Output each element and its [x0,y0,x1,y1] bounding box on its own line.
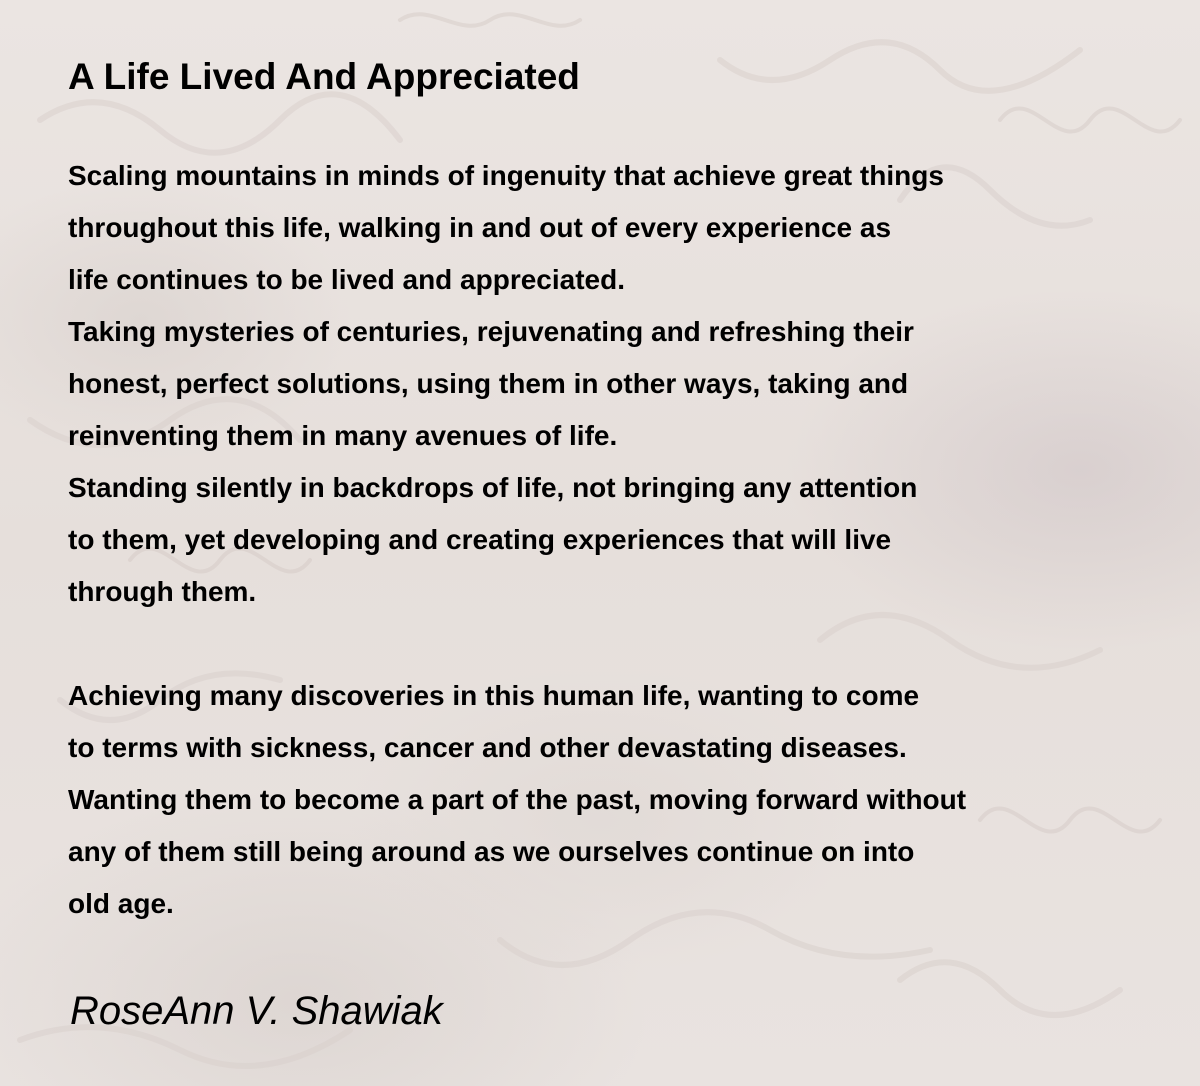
poem-line: life continues to be lived and appreciated. [68,264,626,295]
poem-line: to them, yet developing and creating experiences that will live [68,524,892,555]
poem-line: Standing silently in backdrops of life, not bringing any attention [68,472,918,503]
poem-line: Scaling mountains in minds of ingenuity that achieve great things [68,160,944,191]
poem-line: reinventing them in many avenues of life. [68,420,618,451]
poem-title: A Life Lived And Appreciated [68,56,580,97]
poem-line: any of them still being around as we ourselves continue on into [68,836,915,867]
poem-line: throughout this life, walking in and out of every experience as [68,212,892,243]
poem-line: old age. [68,888,174,919]
poem-body [68,150,1178,930]
poem-line: Taking mysteries of centuries, rejuvenating and refreshing their [68,316,914,347]
poem-line: Wanting them to become a part of the past, moving forward without [68,784,967,815]
poem-line: honest, perfect solutions, using them in other ways, taking and [68,368,909,399]
poem-line: to terms with sickness, cancer and other devastating diseases. [68,732,907,763]
poem-stanza-2 [68,670,1178,930]
poem-author: RoseAnn V. Shawiak [70,989,443,1033]
poem-line: through them. [68,576,257,607]
poem-stanza-1 [68,150,1178,618]
poem-line: Achieving many discoveries in this human life, wanting to come [68,680,920,711]
